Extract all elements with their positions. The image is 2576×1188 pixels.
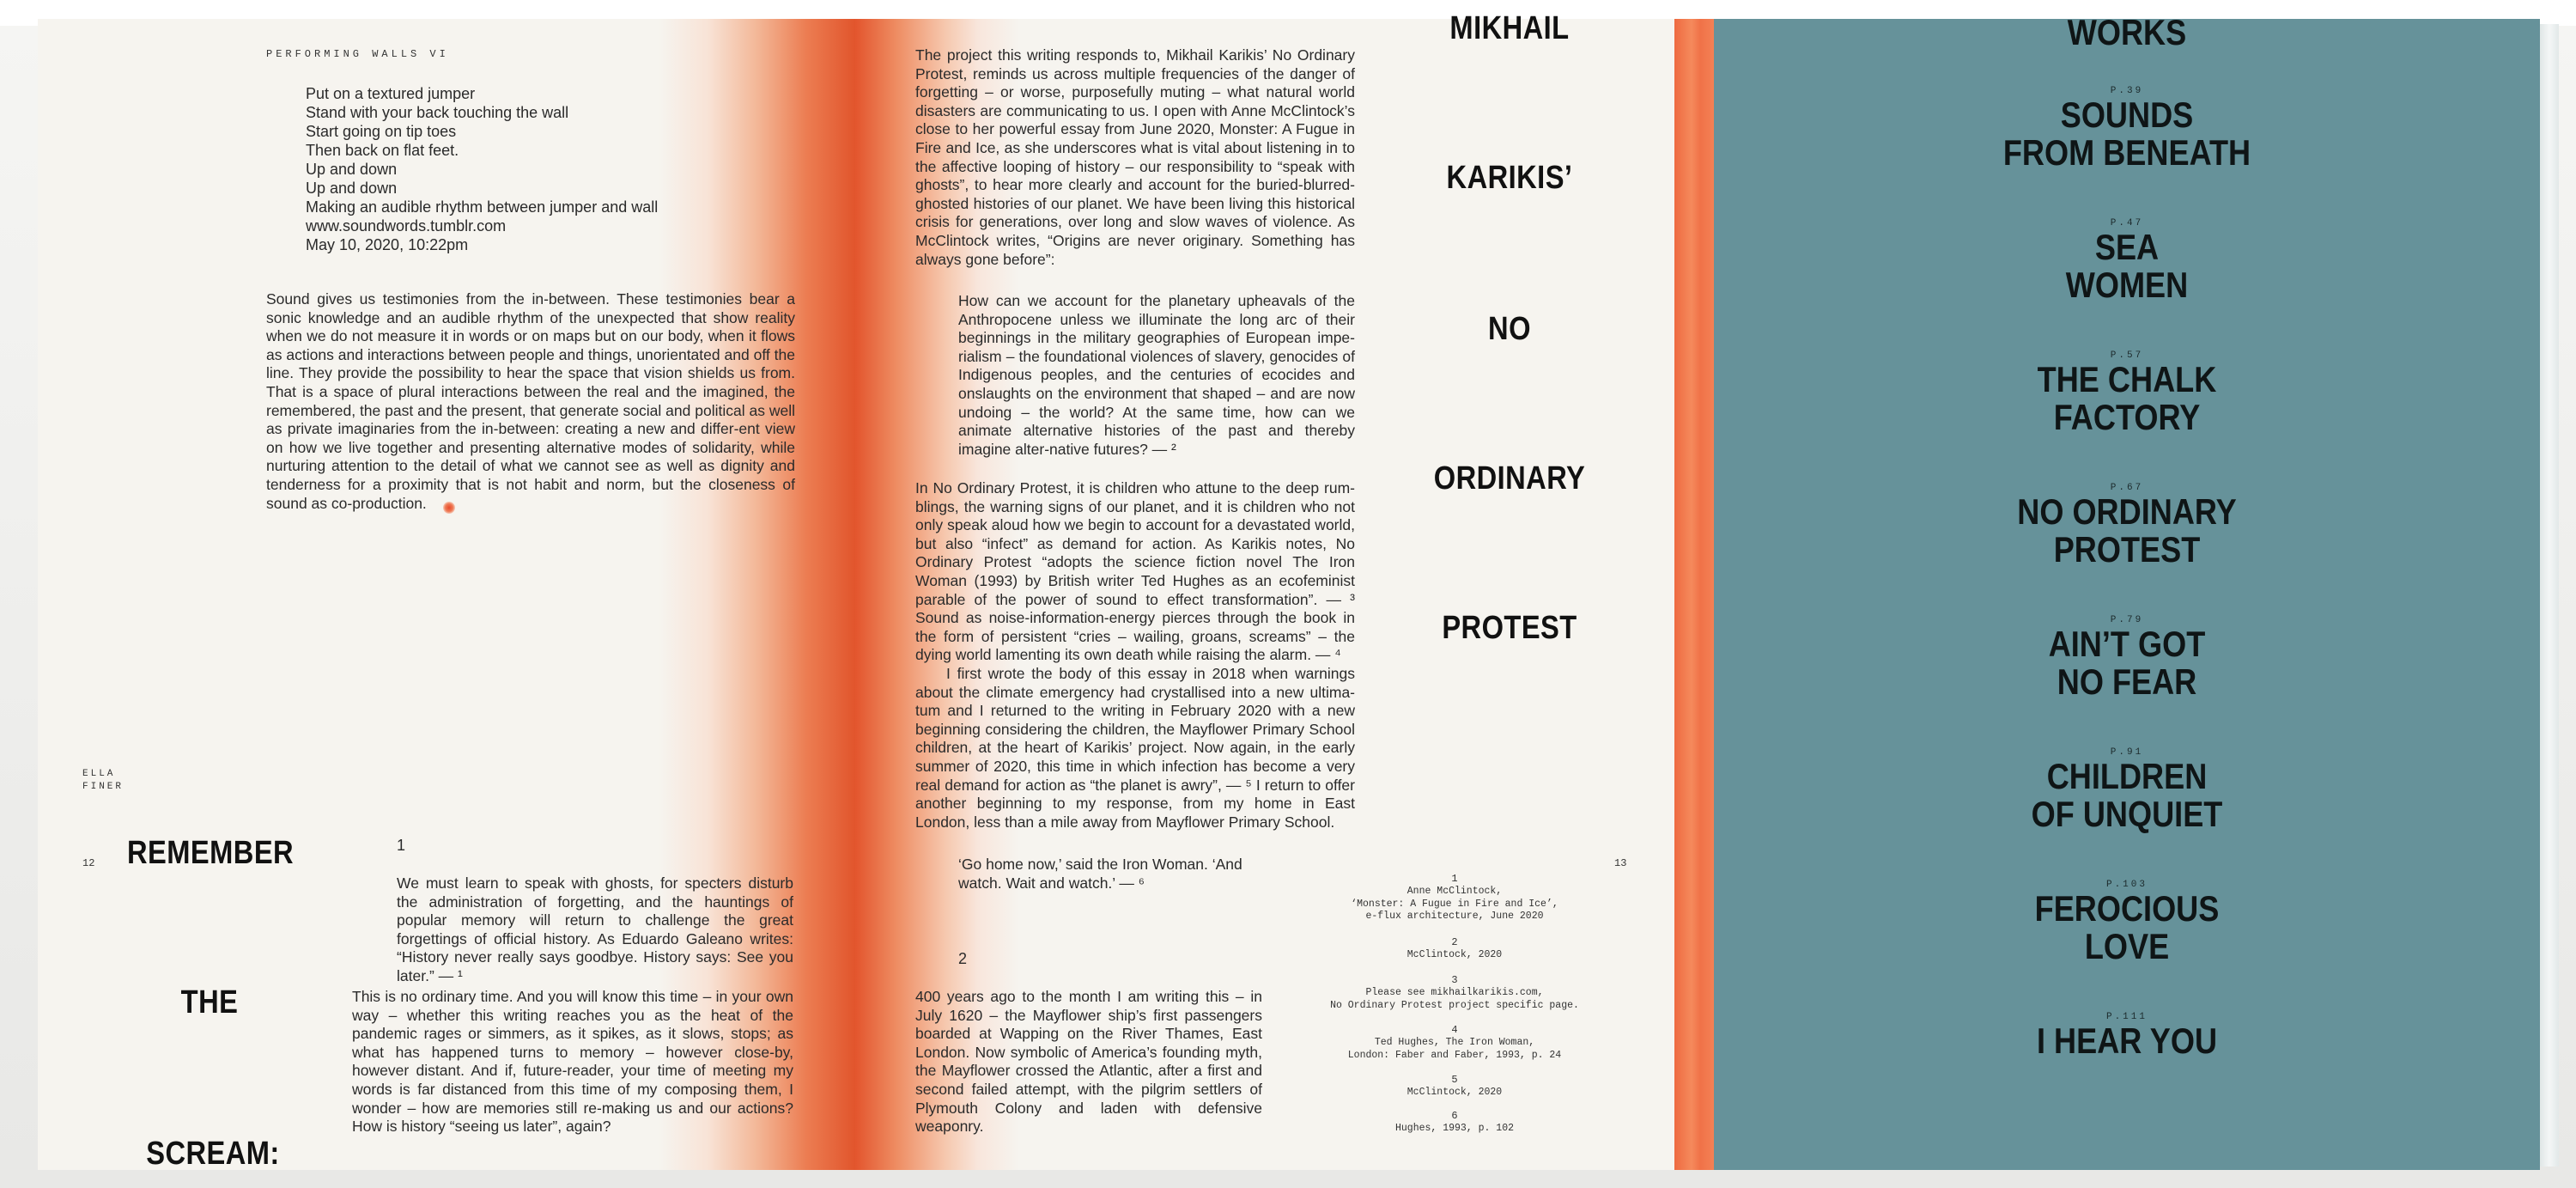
quote-text: How can we account for the planetary upheavals of the Anthropocene unless we illuminate the long arc of their beginnings in the military geographies of European impe-rialism – the foundational violences of slavery, genocides of Indigenous peoples, and the centuries of ecocides and onslaughts on the environment that shaped – and are now undoing – the world? At the same time, how can we animate alternative histories of the past and thereby imagine alter-native futures? — ²: [958, 292, 1355, 458]
toc-title: LOVE: [2084, 926, 2170, 966]
toc-title: OF UNQUIET: [2031, 794, 2223, 834]
poem-line: Up and down: [306, 180, 398, 197]
orange-dot-icon: [443, 502, 455, 514]
footnote: [1326, 1110, 1583, 1136]
page-number-right: 13: [1614, 857, 1627, 869]
toc-page: P.79: [2110, 615, 2144, 625]
section1-text: We must learn to speak with ghosts, for specters disturb the administration of forgetting, and the hauntings of popular memory will return to challenge the great forgettings of official history. As Eduardo Galeano writes: “History never really says goodbye. History says: See you later.” — ¹: [397, 874, 793, 984]
toc-title: NO FEAR: [2057, 661, 2197, 702]
footnote-number: 6: [1451, 1110, 1458, 1122]
footnote-line: Please see mikhailkarikis.com,: [1365, 986, 1544, 998]
toc-list: [1714, 19, 2540, 1170]
footnote: [1326, 1074, 1583, 1100]
section1-text: This is no ordinary time. And you will know this time – in your own way – whether this writing reaches you as the heat of the pandemic rages or simmers, as it spikes, as it slows, stops; as what has happened turns to memory – however close-by, however distant. And if, future-reader, your time of meeting my words is far distanced from this time of my composing them, I wonder – how are memories still re-making us and our actions? How is history “seeing us later”, again?: [352, 988, 793, 1136]
poem-line: Start going on tip toes: [306, 123, 457, 140]
block-quote: [958, 292, 1355, 459]
right-paragraph1: [915, 46, 1355, 269]
body-text: 400 years ago to the month I am writing this – in July 1620 – the Mayflower ship’s first passengers boarded at Wapping on the River Thames, East London. Now symbolic of America’s founding myth, the Mayflower crossed the Atlantic, after a first and second failed attempt, with the pilgrim settlers of Plymouth Colony and laden with defensive weaponry.: [915, 988, 1262, 1136]
toc-entry[interactable]: [1714, 880, 2540, 966]
toc-page: P.39: [2110, 86, 2144, 96]
toc-title: WORKS: [2067, 19, 2187, 52]
author-first: ELLA: [82, 769, 116, 779]
section1-paragraph2: [352, 988, 793, 1136]
page-edge: [2540, 24, 2559, 1167]
toc-title: PROTEST: [2053, 529, 2201, 570]
toc-title: THE CHALK: [2037, 359, 2217, 399]
footnote: [1326, 873, 1583, 923]
body-text: The project this writing responds to, Mikhail Karikis’ No Ordinary Protest, reminds us across multiple frequencies of the danger of forgetting – or worse, purposefully muting – what natural world disasters are communicating to us. I open with Anne McClintock’s close to her powerful essay from June 2020, Monster: A Fugue in Fire and Ice, as she underscores what is vital about listening in to the affective looping of history – our responsibility to “speak with ghosts”, to hear more clearly and account for the buried-blurred-ghosted histories of our planet. We have been living this historical crisis for generations, over long and slow waves of violence. As McClintock writes, “Origins are never originary. Something has always gone before”:: [915, 46, 1355, 268]
footnote-number: 1: [1451, 873, 1458, 885]
footnote-line: McClintock, 2020: [1406, 948, 1503, 960]
toc-page: P.47: [2110, 218, 2144, 228]
poem-line: Making an audible rhythm between jumper and wall: [306, 198, 659, 216]
toc-entry[interactable]: [1714, 483, 2540, 569]
poem-line: Stand with your back touching the wall: [306, 104, 569, 121]
section1-paragraph1: [397, 874, 793, 986]
poem: [306, 84, 658, 254]
poem-line: May 10, 2020, 10:22pm: [306, 236, 469, 253]
toc-entry[interactable]: [1714, 615, 2540, 701]
toc-partial-title: [1714, 19, 2540, 52]
headline-word: KARIKIS’: [1446, 160, 1573, 196]
footnote-number: 3: [1451, 974, 1458, 986]
footnote: [1326, 936, 1583, 962]
section-number: 1: [397, 837, 406, 854]
quote-iron-woman: [958, 856, 1269, 893]
toc-title: FROM BENEATH: [2002, 132, 2251, 173]
poem-line: Then back on flat feet.: [306, 142, 459, 159]
toc-entry[interactable]: [1714, 218, 2540, 304]
right-paragraph4: [915, 988, 1262, 1136]
headline-word: NO: [1488, 311, 1531, 347]
orange-page-edge: [1674, 19, 1717, 1170]
intro-text: Sound gives us testimonies from the in-between. These testimonies bear a sonic knowledge and an audible rhythm of the unexpected that show reality when we do not measure it in words or on maps but on our body, when it flows as actions and interactions between people and things, unorientated and off the line. They provide the possibility to hear the space that vision shields us from. That is a space of plural interactions between the real and the imagined, the remembered, the past and the present, that generate social and political as well as private imaginaries from the in-between: creating a new and differ-ent view on how we live together and presenting alternative modes of solidarity, while nurturing attention to the detail of what we cannot see as well as dignity and tenderness for a proximity that is not habit and norm, but the closeness of sound as co-production.: [266, 290, 795, 512]
poem-line: Up and down: [306, 161, 398, 178]
footnote-line: London: Faber and Faber, 1993, p. 24: [1347, 1049, 1562, 1061]
footnote-line: McClintock, 2020: [1406, 1086, 1503, 1098]
toc-entry[interactable]: [1714, 1012, 2540, 1060]
author-last: FINER: [82, 782, 125, 792]
toc-title: AIN’T GOT: [2048, 624, 2206, 664]
section-number: 2: [958, 950, 968, 967]
toc-page: P.57: [2110, 350, 2144, 361]
toc-title: FEROCIOUS: [2034, 888, 2220, 929]
footnote: [1326, 1024, 1583, 1062]
author-name: [82, 768, 124, 794]
toc-entry[interactable]: [1714, 350, 2540, 436]
toc-title: WOMEN: [2065, 265, 2189, 305]
toc-entry[interactable]: [1714, 86, 2540, 172]
toc-page: P.67: [2110, 483, 2144, 493]
footnote-line: Ted Hughes, The Iron Woman,: [1374, 1036, 1535, 1048]
footnote-number: 2: [1451, 936, 1458, 948]
headline-word: PROTEST: [1442, 610, 1577, 646]
footnote-line: No Ordinary Protest project specific page.: [1330, 999, 1579, 1011]
toc-page: P.103: [2105, 880, 2148, 890]
footnote: [1326, 974, 1583, 1012]
headline-word: ORDINARY: [1433, 460, 1586, 497]
right-paragraph2: [915, 479, 1355, 832]
footnote-line: Anne McClintock,: [1406, 885, 1503, 897]
toc-entry[interactable]: [1714, 747, 2540, 833]
quote-text: ‘Go home now,’ said the Iron Woman. ‘And watch. Wait and watch.’ — ⁶: [958, 856, 1242, 892]
intro-paragraph: [266, 290, 795, 513]
body-text: In No Ordinary Protest, it is children who attune to the deep rum-blings, the warning signs of our planet, and it is children who not only speak aloud how we begin to account for a devastated world, but also “infect” as demand for action. As Karikis notes, No Ordinary Protest “adopts the science fiction novel The Iron Woman (1993) by British writer Ted Hughes as an ecofeminist parable of the power of sound to effect transformation”. — ³ Sound as noise-information-energy pierces through the book in the form of persistent “cries – wailing, groans, screams” – the dying world lamenting its own death while raising the alarm. — ⁴: [915, 479, 1355, 664]
headline-word: MIKHAIL: [1449, 10, 1570, 46]
footnote-line: Hughes, 1993, p. 102: [1394, 1122, 1515, 1134]
toc-title: SEA: [2094, 227, 2160, 267]
running-head: PERFORMING WALLS VI: [266, 48, 449, 60]
poem-line: www.soundwords.tumblr.com: [306, 217, 507, 235]
poem-line: Put on a textured jumper: [306, 85, 476, 102]
footnote-line: e-flux architecture, June 2020: [1365, 911, 1544, 923]
title-word: SCREAM:: [146, 1136, 280, 1172]
toc-title: SOUNDS: [2060, 94, 2194, 135]
footnote-number: 4: [1451, 1024, 1458, 1036]
toc-title: I HEAR YOU: [2036, 1020, 2218, 1061]
footnote-line: ‘Monster: A Fugue in Fire and Ice’,: [1351, 898, 1558, 910]
title-word: REMEMBER: [127, 835, 295, 871]
body-text: I first wrote the body of this essay in 2018 when warnings about the climate emergency had crystallised into a new ultima-tum and I returned to the writing in February 2020 with a new beginning considering the children, the Mayflower Primary School children, at the heart of Karikis’ project. Now again, in the early summer of 2020, this time in which infection has become a very real demand for action as “the planet is awry”, — ⁵ I return to offer another beginning to my response, from my home in East London, less than a mile away from Mayflower Primary School.: [915, 664, 1355, 831]
toc-title: NO ORDINARY: [2017, 491, 2237, 532]
footnote-number: 5: [1451, 1074, 1458, 1086]
page-number-left: 12: [82, 857, 95, 869]
toc-page: P.91: [2110, 747, 2144, 758]
title-word: THE: [180, 984, 239, 1020]
toc-page: P.111: [2105, 1012, 2148, 1022]
toc-title: FACTORY: [2053, 397, 2201, 437]
toc-title: CHILDREN: [2046, 756, 2208, 796]
